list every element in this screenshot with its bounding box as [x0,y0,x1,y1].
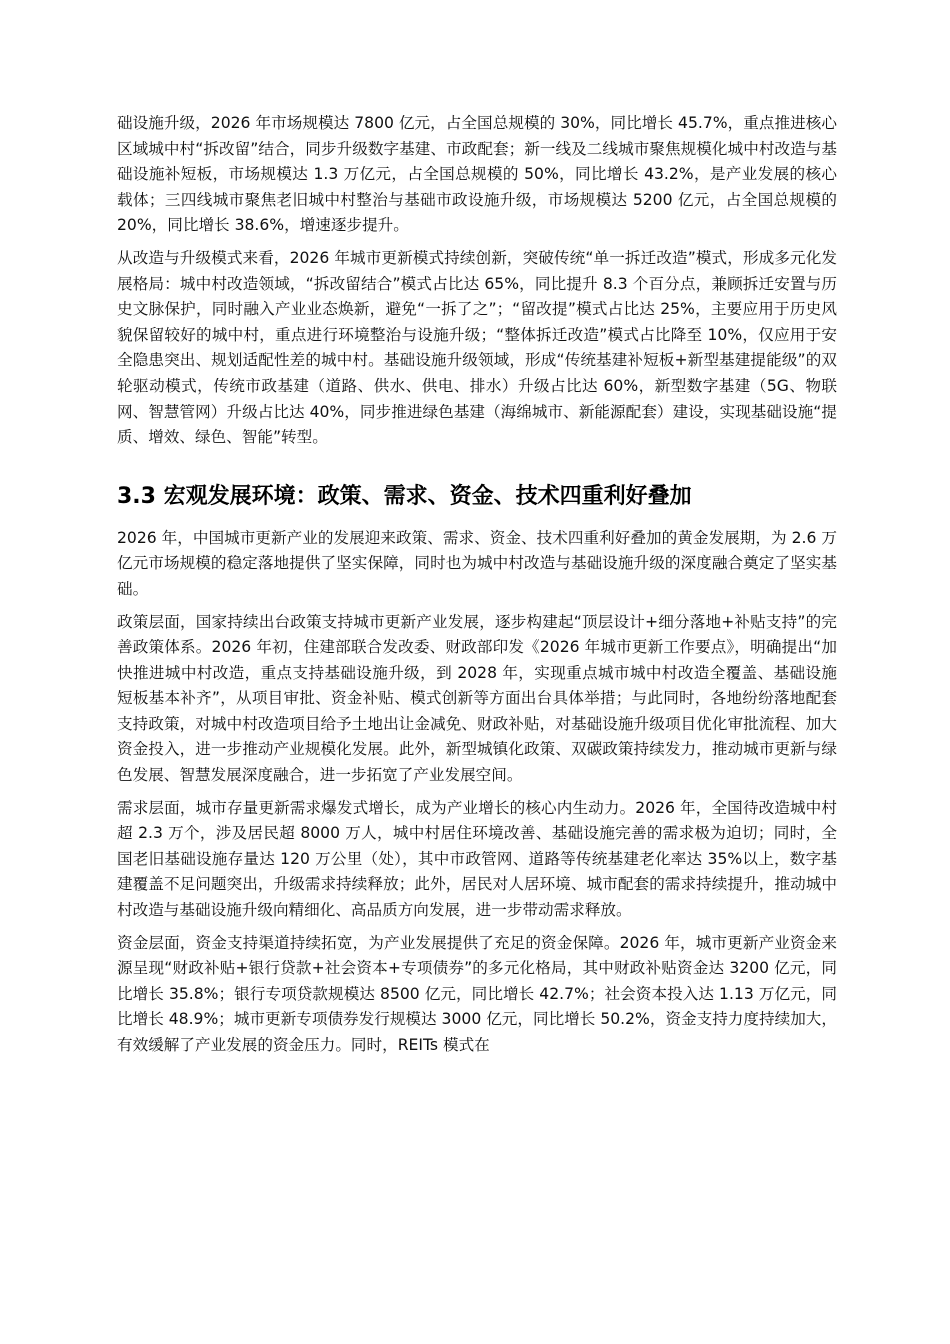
body-paragraph: 政策层面，国家持续出台政策支持城市更新产业发展，逐步构建起“顶层设计+细分落地+补贴支持”的完善政策体系。2026 年初，住建部联合发改委、财政部印发《2026 年城市更新工作要点》，明确提出“加快推进城中村改造，重点支持基础设施升级，到 2028 年，实现重点城市城中村改造全覆盖、基础设施短板基本补齐”，从项目审批、资金补贴、模式创新等方面出台具体举措；与此同时，各地纷纷落地配套支持政策，对城中村改造项目给予土地出让金减免、财政补贴，对基础设施升级项目优化审批流程、加大资金投入，进一步推动产业规模化发展。此外，新型城镇化政策、双碳政策持续发力，推动城市更新与绿色发展、智慧发展深度融合，进一步拓宽了产业发展空间。 [117,612,838,785]
body-paragraph: 需求层面，城市存量更新需求爆发式增长，成为产业增长的核心内生动力。2026 年，全国待改造城中村超 2.3 万个，涉及居民超 8000 万人，城中村居住环境改善、基础设施完善的需求极为迫切；同时，全国老旧基础设施存量达 120 万公里（处），其中市政管网、道路等传统基建老化率达 35%以上，数字基建覆盖不足问题突出，升级需求持续释放；此外，居民对人居环境、城市配套的需求持续提升，推动城中村改造与基础设施升级向精细化、高品质方向发展，进一步带动需求释放。 [117,798,837,920]
document-page [117,111,837,1066]
body-paragraph: 从改造与升级模式来看，2026 年城市更新模式持续创新，突破传统“单一拆迁改造”模式，形成多元化发展格局：城中村改造领域，“拆改留结合”模式占比达 65%，同比提升 8.3 个百分点，兼顾拆迁安置与历史文脉保护，同时融入产业业态焕新，避免“一拆了之”；“留改提”模式占比达 25%，主要应用于历史风貌保留较好的城中村，重点进行环境整治与设施升级；“整体拆迁改造”模式占比降至 10%，仅应用于安全隐患突出、规划适配性差的城中村。基础设施升级领域，形成“传统基建补短板+新型基建提能级”的双轮驱动模式，传统市政基建（道路、供水、供电、排水）升级占比达 60%，新型数字基建（5G、物联网、智慧管网）升级占比达 40%，同步推进绿色基建（海绵城市、新能源配套）建设，实现基础设施“提质、增效、绿色、智能”转型。 [117,248,837,447]
body-paragraph: 2026 年，中国城市更新产业的发展迎来政策、需求、资金、技术四重利好叠加的黄金发展期，为 2.6 万亿元市场规模的稳定落地提供了坚实保障，同时也为城中村改造与基础设施升级的深度融合奠定了坚实基础。 [117,528,837,598]
body-paragraph: 础设施升级，2026 年市场规模达 7800 亿元，占全国总规模的 30%，同比增长 45.7%，重点推进核心区域城中村“拆改留”结合，同步升级数字基建、市政配套；新一线及二线城市聚焦规模化城中村改造与基础设施补短板，市场规模达 1.3 万亿元，占全国总规模的 50%，同比增长 43.2%，是产业发展的核心载体；三四线城市聚焦老旧城中村整治与基础市政设施升级，市场规模达 5200 亿元，占全国总规模的 20%，同比增长 38.6%，增速逐步提升。 [117,114,837,235]
body-paragraph: 资金层面，资金支持渠道持续拓宽，为产业发展提供了充足的资金保障。2026 年，城市更新产业资金来源呈现“财政补贴+银行贷款+社会资本+专项债券”的多元化格局，其中财政补贴资金达 3200 亿元，同比增长 35.8%；银行专项贷款规模达 8500 亿元，同比增长 42.7%；社会资本投入达 1.13 万亿元，同比增长 48.9%；城市更新专项债券发行规模达 3000 亿元，同比增长 50.2%，资金支持力度持续加大，有效缓解了产业发展的资金压力。同时，REITs 模式在 [117,933,837,1054]
section-heading: 3.3 宏观发展环境：政策、需求、资金、技术四重利好叠加 [117,483,692,509]
